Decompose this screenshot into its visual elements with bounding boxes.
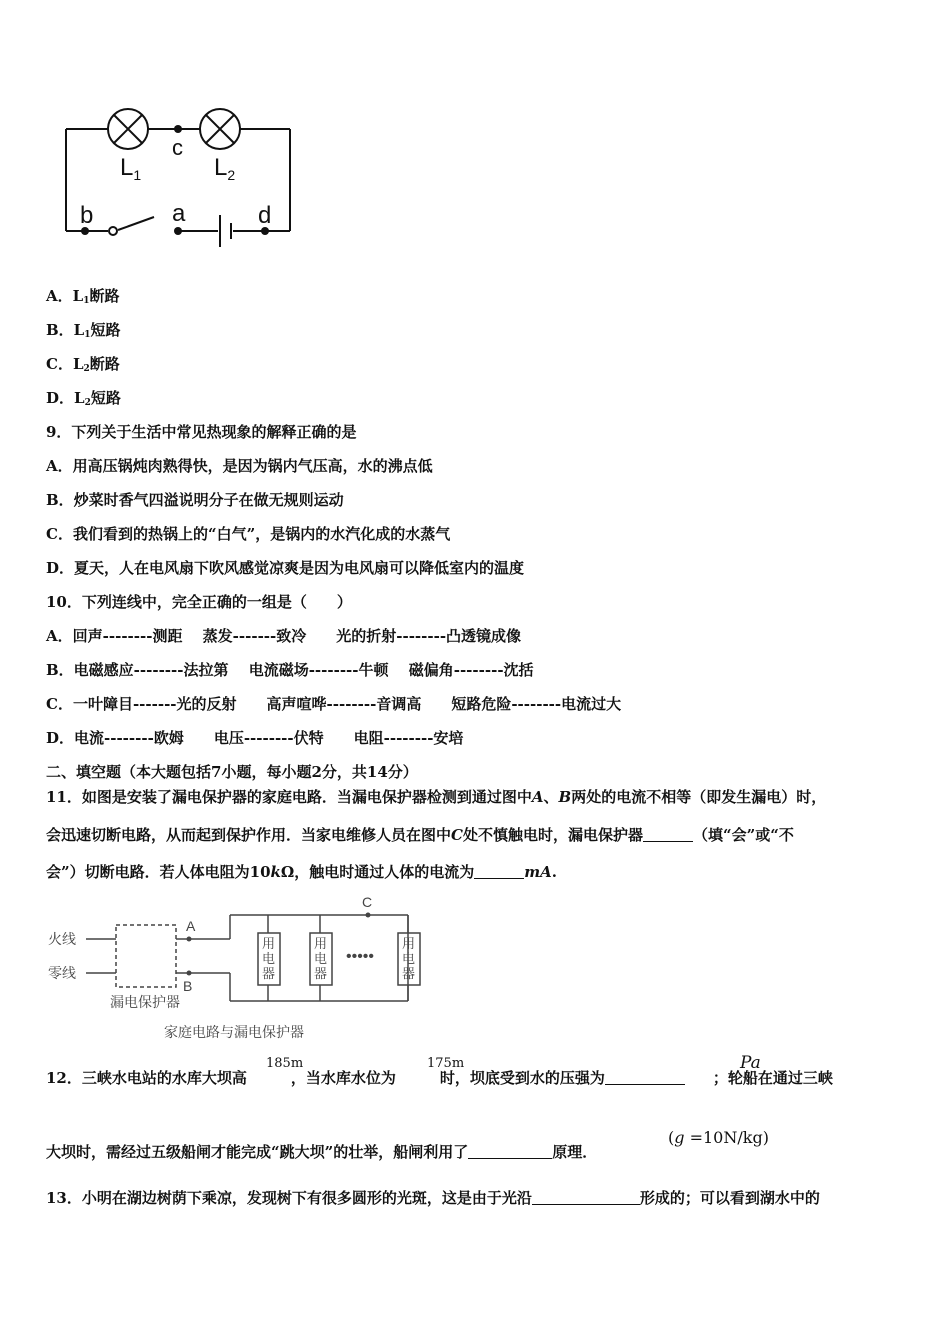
appliance-3 [402,936,415,981]
q8-option-d: D．$L_2$短路 [46,389,121,408]
q9-option-d: D．夏天，人在电风扇下吹风感觉凉爽是因为电风扇可以降低室内的温度 [46,559,525,577]
svg-text:器: 器 [402,966,416,981]
q11-blank-2[interactable] [474,864,524,879]
svg-text:电: 电 [314,951,328,966]
q10-option-c: C．一叶障目-------光的反射 高声喧哗--------音调高 短路危险--------电流过大 [46,695,622,713]
q9-stem: 9．下列关于生活中常见热现象的解释正确的是 [46,423,357,441]
q13-line-1: 13．小明在湖边树荫下乘凉，发现树下有很多圆形的光斑，这是由于光沿 形成的；可以看到湖水中的 [46,1189,820,1207]
appliance-1 [262,936,275,981]
appliance-2 [314,936,327,981]
label-l1: $L_1$ [120,154,142,183]
label-l2: $L_2$ [214,154,236,183]
neutral-wire-label: 零线 [48,965,76,981]
q12-line-1: 12．三峡水电站的水库大坝高 ，当水库水位为 时，坝底受到水的压强为 ；轮船在通过三峡 [46,1069,833,1087]
point-b-label: B [183,978,193,994]
circuit-diagram-1 [58,105,298,255]
q9-option-b: B．炒菜时香气四溢说明分子在做无规则运动 [46,491,344,509]
q11-blank-1[interactable] [643,827,693,842]
q10-option-b: B．电磁感应--------法拉第 电流磁场--------牛顿 磁偏角--------沈括 [46,661,534,679]
protector-label: 漏电保护器 [110,994,180,1010]
q8-option-a: A．$L_1$断路 [46,287,120,306]
q12-dam-height: 185m [266,1056,304,1071]
ellipsis-dots: ••••• [346,948,375,965]
q12-blank-1[interactable] [605,1070,685,1085]
q10-option-a: A．回声--------测距 蒸发-------致冷 光的折射--------凸透镜成像 [46,627,522,645]
q11-line-1: 11．如图是安装了漏电保护器的家庭电路．当漏电保护器检测到通过图中A、B两处的电流不相等（即发生漏电）时， [46,788,827,806]
q12-unit-pa: Pa [740,1053,761,1073]
point-c-label: C [362,894,373,910]
svg-text:用: 用 [402,936,416,951]
q11-line-2: 会迅速切断电路，从而起到保护作用．当家电维修人员在图中C处不慎触电时，漏电保护器 （填“会”或“不 [46,826,794,844]
svg-text:用: 用 [262,936,276,951]
label-c: c [172,135,183,160]
svg-text:器: 器 [314,966,328,981]
q12-blank-2[interactable] [468,1144,552,1159]
q10-option-d: D．电流--------欧姆 电压--------伏特 电阻--------安培 [46,729,464,747]
point-a-label: A [186,918,196,934]
svg-text:器: 器 [262,966,276,981]
q12-gravity-note: (g =10N/kg) [668,1128,769,1147]
q9-option-c: C．我们看到的热锅上的“白气”，是锅内的水汽化成的水蒸气 [46,525,451,543]
q9-option-a: A．用高压锅炖肉熟得快，是因为锅内气压高，水的沸点低 [46,457,433,475]
lamp-l2 [200,109,240,149]
svg-text:电: 电 [262,951,276,966]
diagram-caption: 家庭电路与漏电保护器 [164,1024,304,1040]
svg-text:用: 用 [314,936,328,951]
live-wire-label: 火线 [48,931,76,947]
q12-line-2: 大坝时，需经过五级船闸才能完成“跳大坝”的壮举，船闸利用了 原理． [46,1143,598,1161]
q13-blank-1[interactable] [532,1190,640,1205]
q8-option-b: B．$L_1$短路 [46,321,121,340]
q8-option-c: C．$L_2$断路 [46,355,120,374]
label-a: a [172,200,186,227]
label-b: b [80,202,94,229]
lamp-l1 [108,109,148,149]
q11-line-3: 会”）切断电路．若人体电阻为10kΩ，触电时通过人体的电流为 mA. [46,863,558,881]
svg-text:电: 电 [402,951,416,966]
circuit-diagram-2 [44,893,434,1045]
q12-water-level: 175m [427,1056,465,1071]
label-d: d [258,202,272,229]
q10-stem: 10．下列连线中，完全正确的一组是（ ） [46,593,352,611]
section-heading: 二、填空题（本大题包括7小题，每小题2分，共14分） [46,763,418,781]
